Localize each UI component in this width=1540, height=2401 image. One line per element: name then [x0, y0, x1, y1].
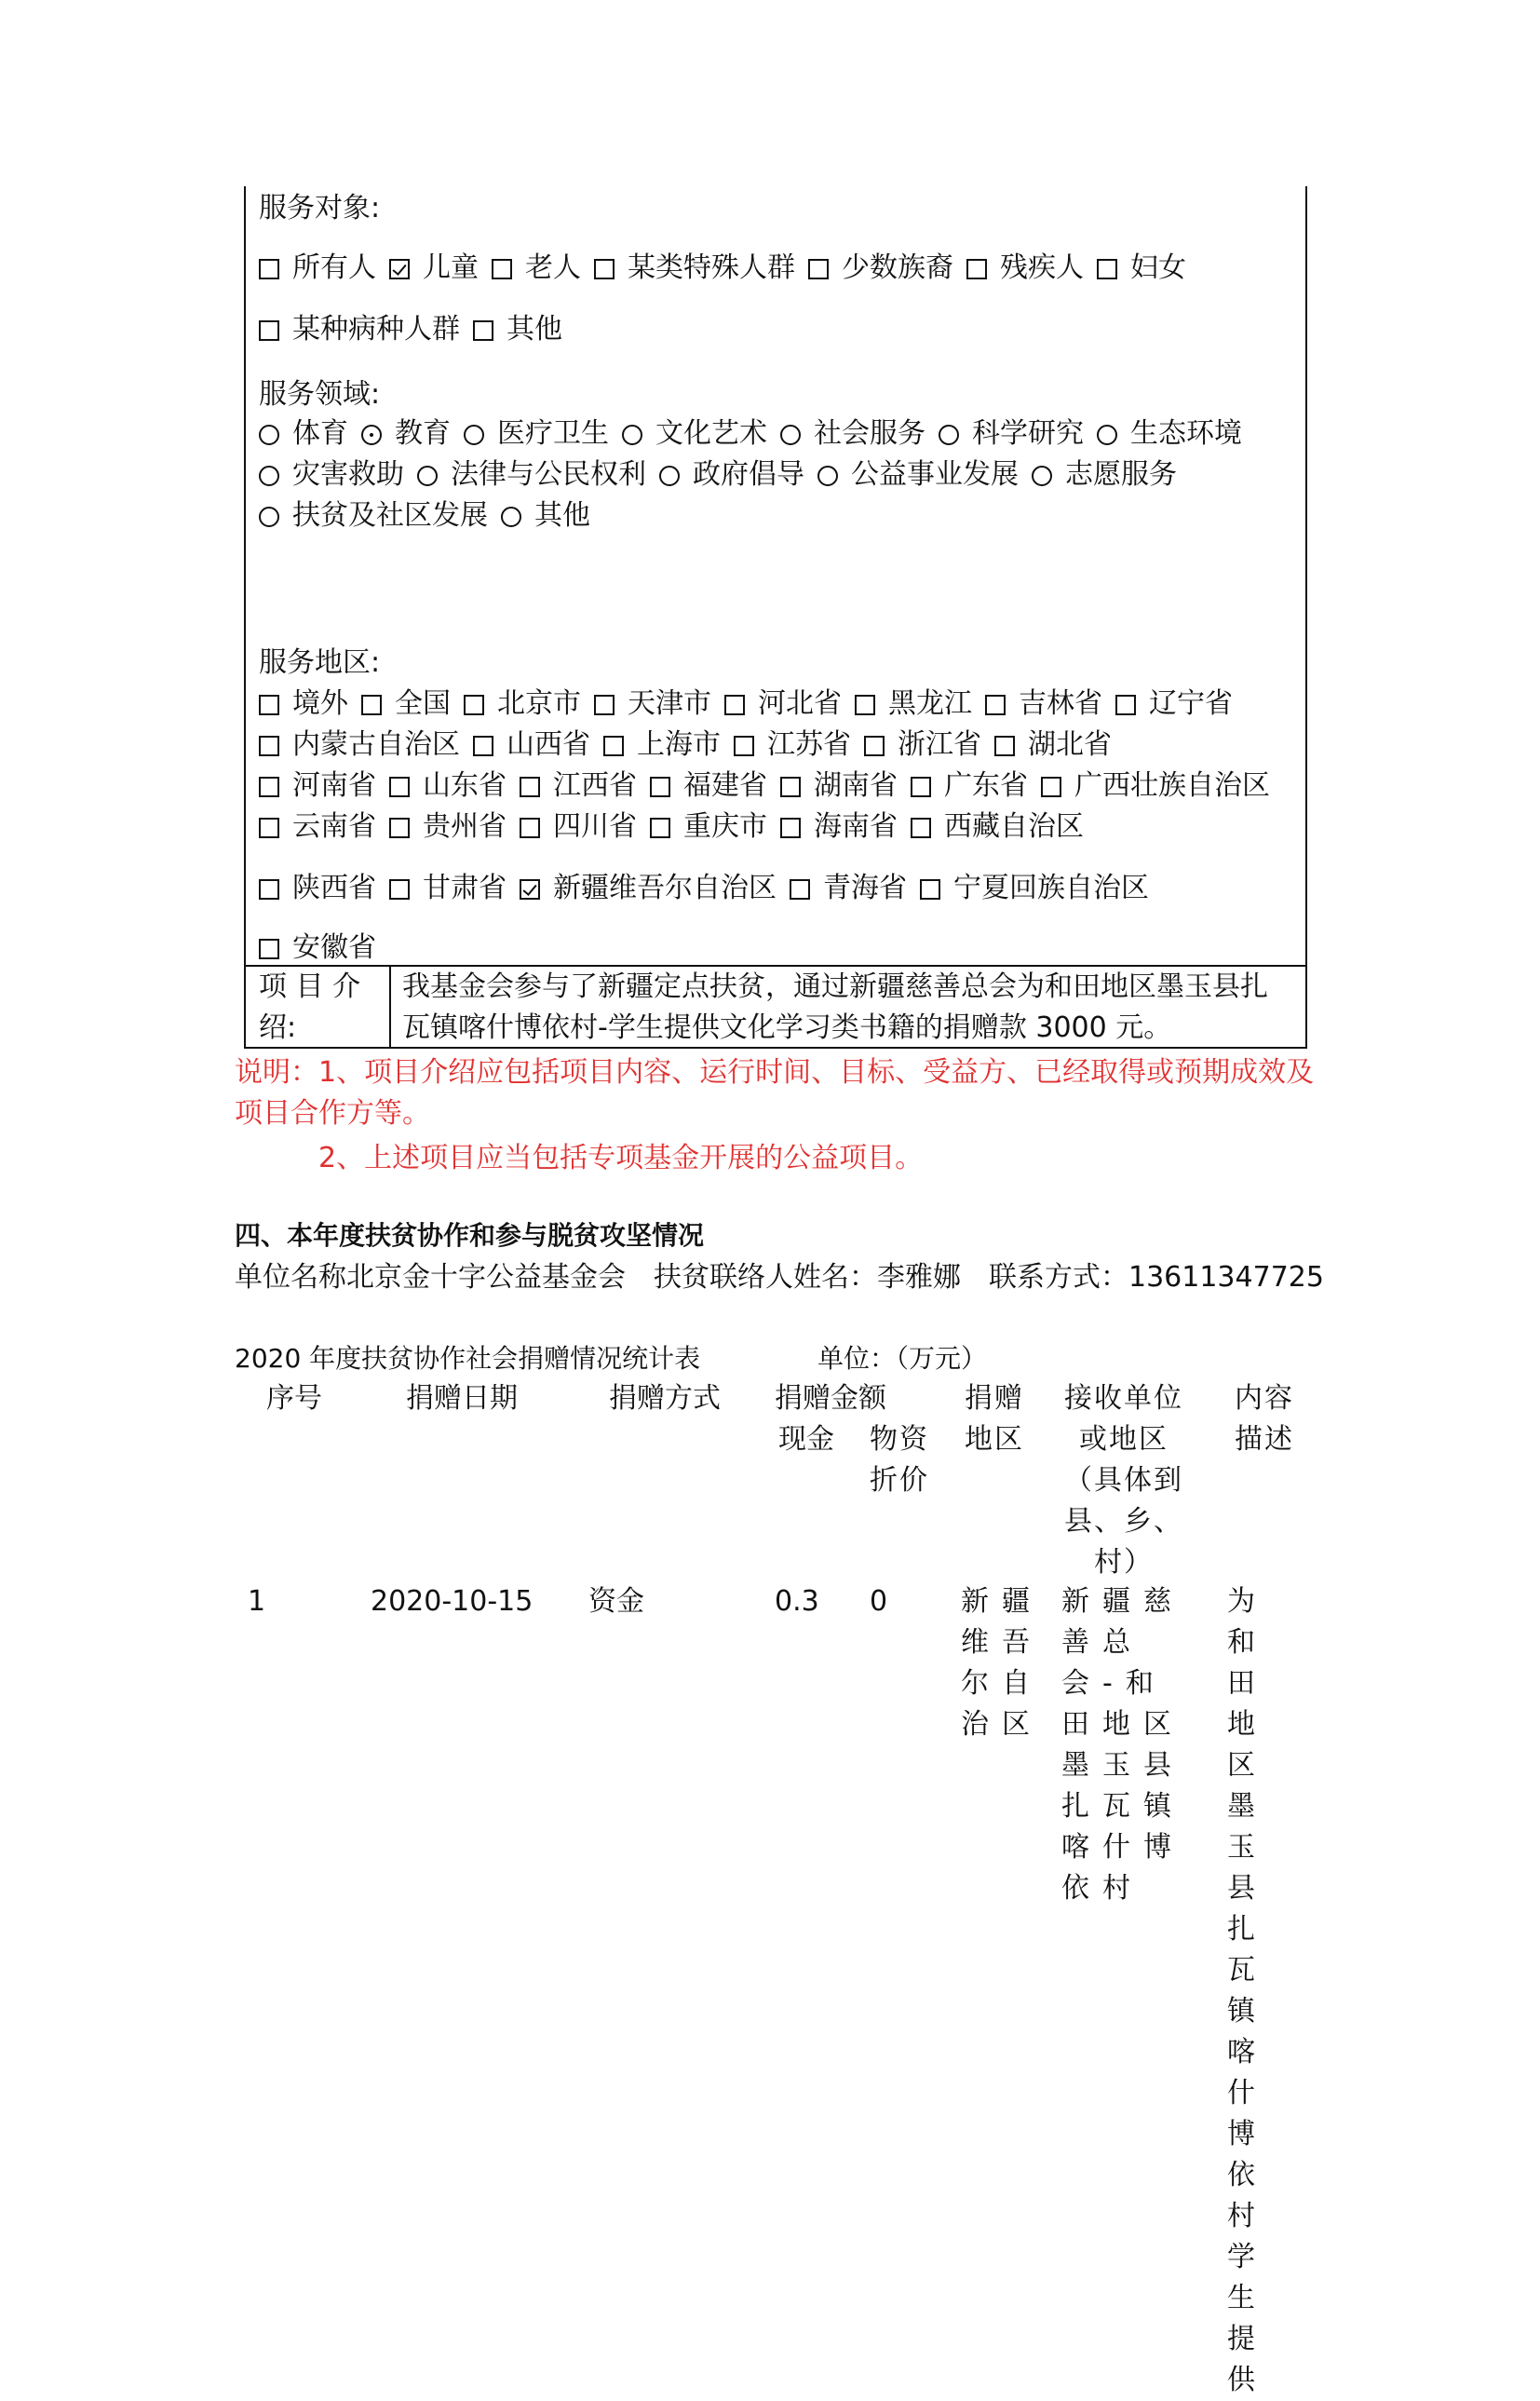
cell-cash: 0.3: [775, 1585, 819, 1618]
service-region-option[interactable]: [259, 928, 376, 969]
service-field-option[interactable]: [780, 414, 925, 454]
service-region-option[interactable]: [994, 725, 1112, 766]
service-field-option[interactable]: [939, 414, 1084, 454]
form-right-border: [1305, 186, 1307, 1049]
service-region-option-label: 全国: [395, 687, 451, 720]
service-region-option[interactable]: [724, 684, 842, 725]
intro-text-line2: 瓦镇喀什博依村-学生提供文化学习类书籍的捐赠款 3000 元。: [402, 1011, 1172, 1044]
checkbox-icon[interactable]: [259, 939, 279, 959]
service-field-option-label: 文化艺术: [655, 417, 767, 450]
service-field-option-label: 扶贫及社区发展: [292, 499, 488, 532]
checkbox-icon[interactable]: [259, 320, 279, 341]
service-target-option-label: 残疾人: [1000, 251, 1084, 284]
service-region-option-label: 江苏省: [767, 728, 851, 761]
cell-seq: 1: [248, 1585, 266, 1618]
service-region-option[interactable]: [734, 725, 851, 766]
service-region-option[interactable]: [1041, 766, 1270, 807]
checkbox-icon[interactable]: [985, 695, 1006, 715]
service-region-row6: [259, 928, 389, 969]
service-region-option-label: 河北省: [758, 687, 842, 720]
service-target-label: 服务对象:: [259, 192, 381, 224]
checkbox-icon[interactable]: [780, 777, 801, 797]
header-region: 捐赠地区: [965, 1382, 1024, 1456]
service-region-option-label: 湖南省: [814, 769, 898, 802]
service-target-option-label: 某类特殊人群: [628, 251, 795, 284]
checkbox-icon[interactable]: [911, 777, 931, 797]
cell-region: 新疆维吾尔自治区: [961, 1585, 1043, 1741]
cell-date: 2020-10-15: [371, 1585, 534, 1618]
note-line3: 2、上述项目应当包括专项基金开展的公益项目。: [318, 1142, 924, 1174]
service-field-option-label: 医疗卫生: [497, 417, 609, 450]
checkbox-icon[interactable]: [808, 259, 829, 279]
checkbox-icon[interactable]: [1097, 259, 1117, 279]
service-region-option[interactable]: [911, 807, 1084, 848]
radio-icon[interactable]: [259, 425, 279, 445]
service-region-option[interactable]: [520, 868, 777, 909]
header-seq: 序号: [266, 1382, 322, 1415]
checkbox-icon[interactable]: [603, 736, 624, 756]
checkbox-icon[interactable]: [473, 320, 493, 341]
service-region-option-label: 河南省: [292, 769, 376, 802]
service-region-option[interactable]: [780, 766, 898, 807]
radio-icon[interactable]: [259, 466, 279, 486]
service-region-option[interactable]: [259, 684, 348, 725]
cell-recipient: 新疆慈善总会-和田地区墨玉县扎瓦镇喀什博依村: [1061, 1585, 1184, 1905]
service-region-option-label: 贵州省: [423, 810, 507, 843]
service-region-option[interactable]: [259, 766, 376, 807]
radio-icon[interactable]: [939, 425, 959, 445]
service-region-option-label: 广西壮族自治区: [1074, 769, 1270, 802]
service-region-option-label: 黑龙江: [888, 687, 972, 720]
header-desc: 内容描述: [1235, 1382, 1294, 1456]
service-region-option[interactable]: [520, 766, 637, 807]
service-region-row5: [259, 868, 1162, 909]
service-region-option-label: 重庆市: [683, 810, 767, 843]
radio-icon[interactable]: [622, 425, 642, 445]
service-target-option-label: 老人: [525, 251, 581, 284]
service-target-option-label: 少数族裔: [842, 251, 953, 284]
service-region-option[interactable]: [259, 868, 376, 909]
service-field-option[interactable]: [659, 454, 804, 495]
header-date: 捐赠日期: [406, 1382, 518, 1415]
checkbox-icon[interactable]: [780, 818, 801, 838]
form-left-border: [244, 186, 246, 1049]
service-field-option-label: 志愿服务: [1065, 458, 1177, 491]
service-region-option[interactable]: [855, 684, 972, 725]
radio-icon[interactable]: [817, 466, 838, 486]
intro-text-line1: 我基金会参与了新疆定点扶贫，通过新疆慈善总会为和田地区墨玉县扎: [402, 970, 1268, 1003]
header-method: 捐赠方式: [609, 1382, 721, 1415]
service-region-option-label: 四川省: [553, 810, 637, 843]
service-field-option[interactable]: [464, 414, 609, 454]
note-line1: 说明：1、项目介绍应包括项目内容、运行时间、目标、受益方、已经取得或预期成效及: [235, 1056, 1315, 1089]
service-field-option-label: 法律与公民权利: [451, 458, 646, 491]
checkbox-icon[interactable]: [855, 695, 875, 715]
service-region-option[interactable]: [650, 766, 767, 807]
service-region-option[interactable]: [389, 868, 507, 909]
cell-method: 资金: [588, 1585, 644, 1618]
radio-icon[interactable]: [780, 425, 801, 445]
checkbox-icon[interactable]: [520, 777, 540, 797]
service-region-option[interactable]: [780, 807, 898, 848]
checkbox-icon[interactable]: [1041, 777, 1061, 797]
service-region-option-label: 辽宁省: [1149, 687, 1233, 720]
service-field-option[interactable]: [817, 454, 1019, 495]
service-region-option-label: 山西省: [507, 728, 590, 761]
section-heading: 四、本年度扶贫协作和参与脱贫攻坚情况: [235, 1220, 705, 1251]
service-target-option[interactable]: [259, 248, 376, 289]
header-recipient: 接收单位或地区（具体到县、乡、村）: [1064, 1382, 1183, 1579]
checkbox-icon[interactable]: [911, 818, 931, 838]
service-region-option-label: 山东省: [423, 769, 507, 802]
service-field-option[interactable]: [417, 454, 646, 495]
checkbox-icon[interactable]: [389, 818, 410, 838]
service-region-option[interactable]: [259, 807, 376, 848]
service-region-option-label: 上海市: [637, 728, 721, 761]
service-region-option-label: 北京市: [497, 687, 581, 720]
service-region-option-label: 甘肃省: [423, 872, 507, 904]
service-region-option-label: 境外: [292, 687, 348, 720]
table-unit: 单位：（万元）: [817, 1343, 988, 1374]
service-field-option-label: 科学研究: [972, 417, 1084, 450]
checkbox-icon[interactable]: [259, 879, 279, 900]
service-region-option-label: 西藏自治区: [944, 810, 1084, 843]
service-target-option[interactable]: [389, 248, 479, 289]
service-field-option[interactable]: [501, 495, 590, 536]
checkbox-icon[interactable]: [389, 777, 410, 797]
service-region-option[interactable]: [389, 766, 507, 807]
radio-icon[interactable]: [259, 507, 279, 527]
service-region-option-label: 福建省: [683, 769, 767, 802]
checkbox-icon[interactable]: [259, 259, 279, 279]
checkbox-icon[interactable]: [994, 736, 1015, 756]
checkbox-icon[interactable]: [594, 695, 615, 715]
service-region-option[interactable]: [911, 766, 1028, 807]
service-region-label: 服务地区:: [259, 646, 381, 679]
radio-icon[interactable]: [464, 425, 484, 445]
service-region-row1: [259, 684, 1246, 725]
service-region-option[interactable]: [259, 725, 460, 766]
checkbox-icon[interactable]: [492, 259, 512, 279]
service-target-option[interactable]: [808, 248, 953, 289]
checkbox-icon[interactable]: [724, 695, 745, 715]
checkbox-icon[interactable]: [734, 736, 754, 756]
service-field-option-label: 公益事业发展: [851, 458, 1019, 491]
service-region-option-label: 广东省: [944, 769, 1028, 802]
service-region-option[interactable]: [790, 868, 907, 909]
service-region-option-label: 宁夏回族自治区: [953, 872, 1149, 904]
service-region-option-label: 青海省: [823, 872, 907, 904]
service-region-option-label: 江西省: [553, 769, 637, 802]
cell-desc: 为和田地区墨玉县扎瓦镇喀什博依村学生提供: [1227, 1585, 1272, 2396]
service-region-option[interactable]: [985, 684, 1102, 725]
service-field-option-label: 生态环境: [1130, 417, 1242, 450]
service-field-option[interactable]: [259, 414, 348, 454]
service-region-option[interactable]: [464, 684, 581, 725]
radio-icon[interactable]: [1032, 466, 1052, 486]
service-field-row1: [259, 414, 1255, 454]
checkbox-icon[interactable]: [966, 259, 987, 279]
service-target-option[interactable]: [492, 248, 581, 289]
service-target-option-label: 妇女: [1130, 251, 1186, 284]
service-region-option[interactable]: [473, 725, 590, 766]
service-target-row1: [259, 248, 1199, 289]
radio-icon[interactable]: [417, 466, 438, 486]
service-field-option[interactable]: [1032, 454, 1177, 495]
service-field-option[interactable]: [1097, 414, 1242, 454]
checkbox-icon[interactable]: [650, 818, 670, 838]
service-region-option-label: 陕西省: [292, 872, 376, 904]
service-region-row2: [259, 725, 1125, 766]
service-region-option[interactable]: [594, 684, 711, 725]
service-field-option[interactable]: [361, 414, 451, 454]
intro-label-line1: 项 目 介: [259, 970, 361, 1003]
service-target-option[interactable]: [594, 248, 795, 289]
service-region-option-label: 天津市: [628, 687, 711, 720]
service-region-option-label: 新疆维吾尔自治区: [553, 872, 777, 904]
intro-divider: [389, 965, 391, 1049]
service-region-option[interactable]: [1115, 684, 1233, 725]
checkbox-icon[interactable]: [790, 879, 810, 900]
service-region-option-label: 安徽省: [292, 931, 376, 964]
cell-goods: 0: [870, 1585, 888, 1618]
radio-icon[interactable]: [659, 466, 680, 486]
checkbox-icon[interactable]: [473, 736, 493, 756]
service-region-option[interactable]: [520, 807, 637, 848]
service-region-row3: [259, 766, 1283, 807]
header-cash: 现金: [778, 1423, 834, 1456]
radio-icon[interactable]: [501, 507, 521, 527]
service-target-option-label: 其他: [507, 313, 562, 346]
service-field-option[interactable]: [259, 454, 404, 495]
service-region-option-label: 海南省: [814, 810, 898, 843]
checkbox-icon[interactable]: [1115, 695, 1136, 715]
service-target-option-label: 儿童: [423, 251, 479, 284]
service-field-row2: [259, 454, 1190, 495]
service-field-row3: [259, 495, 603, 536]
service-field-option-label: 其他: [534, 499, 590, 532]
checkbox-icon[interactable]: [259, 777, 279, 797]
service-field-option[interactable]: [259, 495, 488, 536]
checkbox-icon[interactable]: [259, 818, 279, 838]
service-region-option-label: 云南省: [292, 810, 376, 843]
service-target-option-label: 所有人: [292, 251, 376, 284]
service-region-option-label: 湖北省: [1028, 728, 1112, 761]
service-field-option-label: 体育: [292, 417, 348, 450]
service-region-option-label: 内蒙古自治区: [292, 728, 460, 761]
service-target-option-label: 某种病种人群: [292, 313, 460, 346]
checkbox-icon[interactable]: [259, 736, 279, 756]
checkbox-icon[interactable]: [389, 879, 410, 900]
checkbox-icon[interactable]: [464, 695, 484, 715]
service-field-option-label: 政府倡导: [693, 458, 804, 491]
service-target-option[interactable]: [1097, 248, 1186, 289]
service-field-option[interactable]: [622, 414, 767, 454]
note-line2: 项目合作方等。: [235, 1097, 430, 1130]
checkbox-icon[interactable]: [864, 736, 885, 756]
checkbox-icon[interactable]: [361, 695, 382, 715]
table-caption: 2020 年度扶贫协作社会捐赠情况统计表: [235, 1343, 701, 1374]
service-region-option[interactable]: [920, 868, 1149, 909]
checkbox-icon[interactable]: [920, 879, 940, 900]
service-field-option-label: 社会服务: [814, 417, 925, 450]
checkbox-icon[interactable]: [594, 259, 615, 279]
service-field-option-label: 灾害救助: [292, 458, 404, 491]
radio-icon[interactable]: [361, 425, 382, 445]
service-target-option[interactable]: [966, 248, 1084, 289]
service-region-option[interactable]: [864, 725, 981, 766]
checkbox-icon[interactable]: [259, 695, 279, 715]
radio-icon[interactable]: [1097, 425, 1117, 445]
header-amount: 捐赠金额: [775, 1382, 886, 1415]
intro-label-line2: 绍:: [259, 1011, 297, 1044]
service-region-option-label: 浙江省: [898, 728, 981, 761]
service-region-row4: [259, 807, 1097, 848]
service-target-option[interactable]: [473, 309, 562, 350]
service-region-option-label: 吉林省: [1019, 687, 1102, 720]
checkbox-icon[interactable]: [650, 777, 670, 797]
service-target-row2: [259, 309, 575, 350]
org-contact-line: 单位名称北京金十字公益基金会 扶贫联络人姓名：李雅娜 联系方式：13611347725: [235, 1261, 1324, 1294]
service-region-option[interactable]: [361, 684, 451, 725]
service-region-option[interactable]: [650, 807, 767, 848]
service-field-label: 服务领域:: [259, 378, 381, 411]
checkbox-icon[interactable]: [520, 818, 540, 838]
checkbox-icon[interactable]: [520, 879, 540, 900]
header-goods: 物资折价: [870, 1423, 929, 1497]
service-target-option[interactable]: [259, 309, 460, 350]
service-region-option[interactable]: [603, 725, 721, 766]
service-field-option-label: 教育: [395, 417, 451, 450]
service-region-option[interactable]: [389, 807, 507, 848]
checkbox-icon[interactable]: [389, 259, 410, 279]
